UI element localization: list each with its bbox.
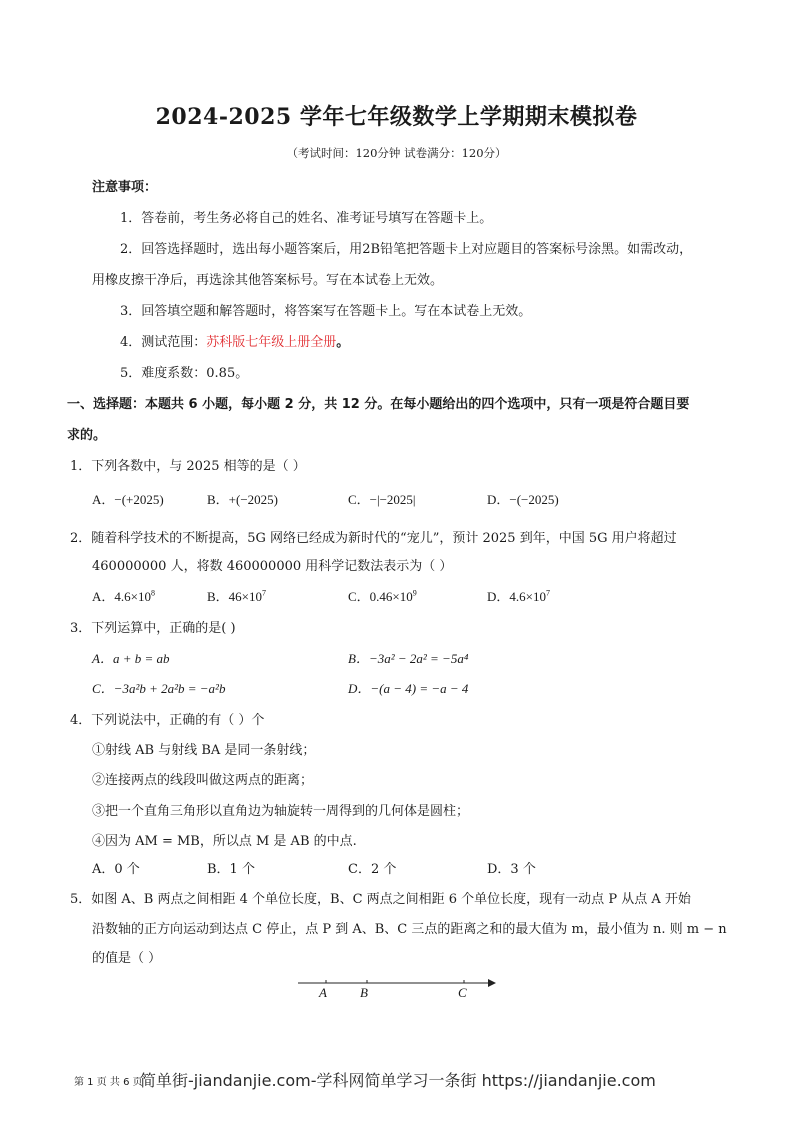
q2-option-c: C．$0.46\times 10^9$ — [348, 588, 417, 604]
exam-info: （考试时间：120分钟 试卷满分：120分） — [286, 146, 507, 160]
section-heading: 一、选择题：本题共 6 小题，每小题 2 分，共 12 分。在每小题给出的四个选项中，只有一项是符合题目要 — [67, 397, 690, 412]
q2-option-a: A．$4.6\times 10^8$ — [92, 588, 155, 604]
number-line-figure — [296, 975, 501, 1005]
watermark: 简单街-jiandanjie.com-学科网简单学习一条街 https://jiandanjie.com — [140, 1071, 656, 1090]
section-heading-cont: 求的。 — [67, 428, 107, 443]
test-scope: 苏科版七年级上册全册 — [206, 335, 337, 350]
notice-item-5: 5．难度系数：0.85。 — [120, 366, 249, 381]
q4-option-b: B．1 个 — [207, 862, 255, 877]
notice-item-4-prefix: 4．测试范围： — [120, 335, 207, 350]
question-4-stem: 4．下列说法中，正确的有（ ）个 — [70, 713, 265, 728]
point-a-label: A — [319, 985, 327, 1000]
notice-item-3: 3．回答填空题和解答题时，将答案写在答题卡上。写在本试卷上无效。 — [120, 304, 532, 319]
q4-statement-2: ②连接两点的线段叫做这两点的距离； — [92, 773, 314, 788]
q4-option-c: C．2 个 — [348, 862, 397, 877]
notice-item-4-suffix: 。 — [336, 335, 350, 350]
q1-option-b: B．+(−2025) — [207, 492, 278, 507]
question-1-stem: 1．下列各数中，与 2025 相等的是（ ） — [70, 459, 306, 474]
q3-option-d: D．−(a − 4) = −a − 4 — [348, 681, 469, 696]
page-number: 第 1 页 共 6 页 — [74, 1077, 143, 1088]
q2-option-b: B．$46\times 10^7$ — [207, 588, 267, 604]
q3-option-b: B．−3a² − 2a² = −5a⁴ — [348, 651, 469, 666]
notice-item-2: 2．回答选择题时，选出每小题答案后，用2B铅笔把答题卡上对应题目的答案标号涂黑。如需改动， — [120, 242, 693, 257]
q3-option-a: A．a + b = ab — [92, 651, 170, 666]
question-3-stem: 3．下列运算中，正确的是( ) — [70, 621, 236, 636]
point-b-label: B — [360, 985, 368, 1000]
q1-option-a: A．−(+2025) — [92, 492, 164, 507]
question-2-stem: 2．随着科学技术的不断提高，5G 网络已经成为新时代的“宠儿”，预计 2025 到年，中国 5G 用户将超过 — [70, 531, 677, 546]
question-5-stem-end: 的值是（ ） — [92, 951, 162, 966]
q4-statement-4: ④因为 AM = MB，所以点 M 是 AB 的中点. — [92, 834, 357, 849]
question-5-stem-cont: 沿数轴的正方向运动到达点 C 停止，点 P 到 A、B、C 三点的距离之和的最大值为 m，最小值为 n. 则 m − n — [92, 922, 727, 937]
question-5-stem: 5．如图 A、B 两点之间相距 4 个单位长度，B、C 两点之间相距 6 个单位长度，现有一动点 P 从点 A 开始 — [70, 892, 691, 907]
q2-option-d: D．$4.6\times 10^7$ — [487, 588, 550, 604]
notice-item-4 — [120, 331, 349, 350]
notice-item-2-cont: 用橡皮擦干净后，再选涂其他答案标号。写在本试卷上无效。 — [92, 273, 444, 288]
point-c-label: C — [458, 985, 467, 1000]
q3-option-c: C．−3a²b + 2a²b = −a²b — [92, 681, 226, 696]
notice-heading: 注意事项： — [92, 180, 158, 195]
question-2-stem-cont: 460000000 人，将数 460000000 用科学记数法表示为（ ） — [92, 559, 453, 574]
q4-option-a: A．0 个 — [92, 862, 140, 877]
q4-option-d: D．3 个 — [487, 862, 536, 877]
page-title: 2024-2025 学年七年级数学上学期期末模拟卷 — [155, 104, 638, 130]
q1-option-d: D．−(−2025) — [487, 492, 559, 507]
q1-option-c: C．−|−2025| — [348, 492, 416, 507]
q4-statement-3: ③把一个直角三角形以直角边为轴旋转一周得到的几何体是圆柱； — [92, 804, 470, 819]
notice-item-1: 1．答卷前，考生务必将自己的姓名、准考证号填写在答题卡上。 — [120, 211, 493, 226]
q4-statement-1: ①射线 AB 与射线 BA 是同一条射线； — [92, 743, 316, 758]
